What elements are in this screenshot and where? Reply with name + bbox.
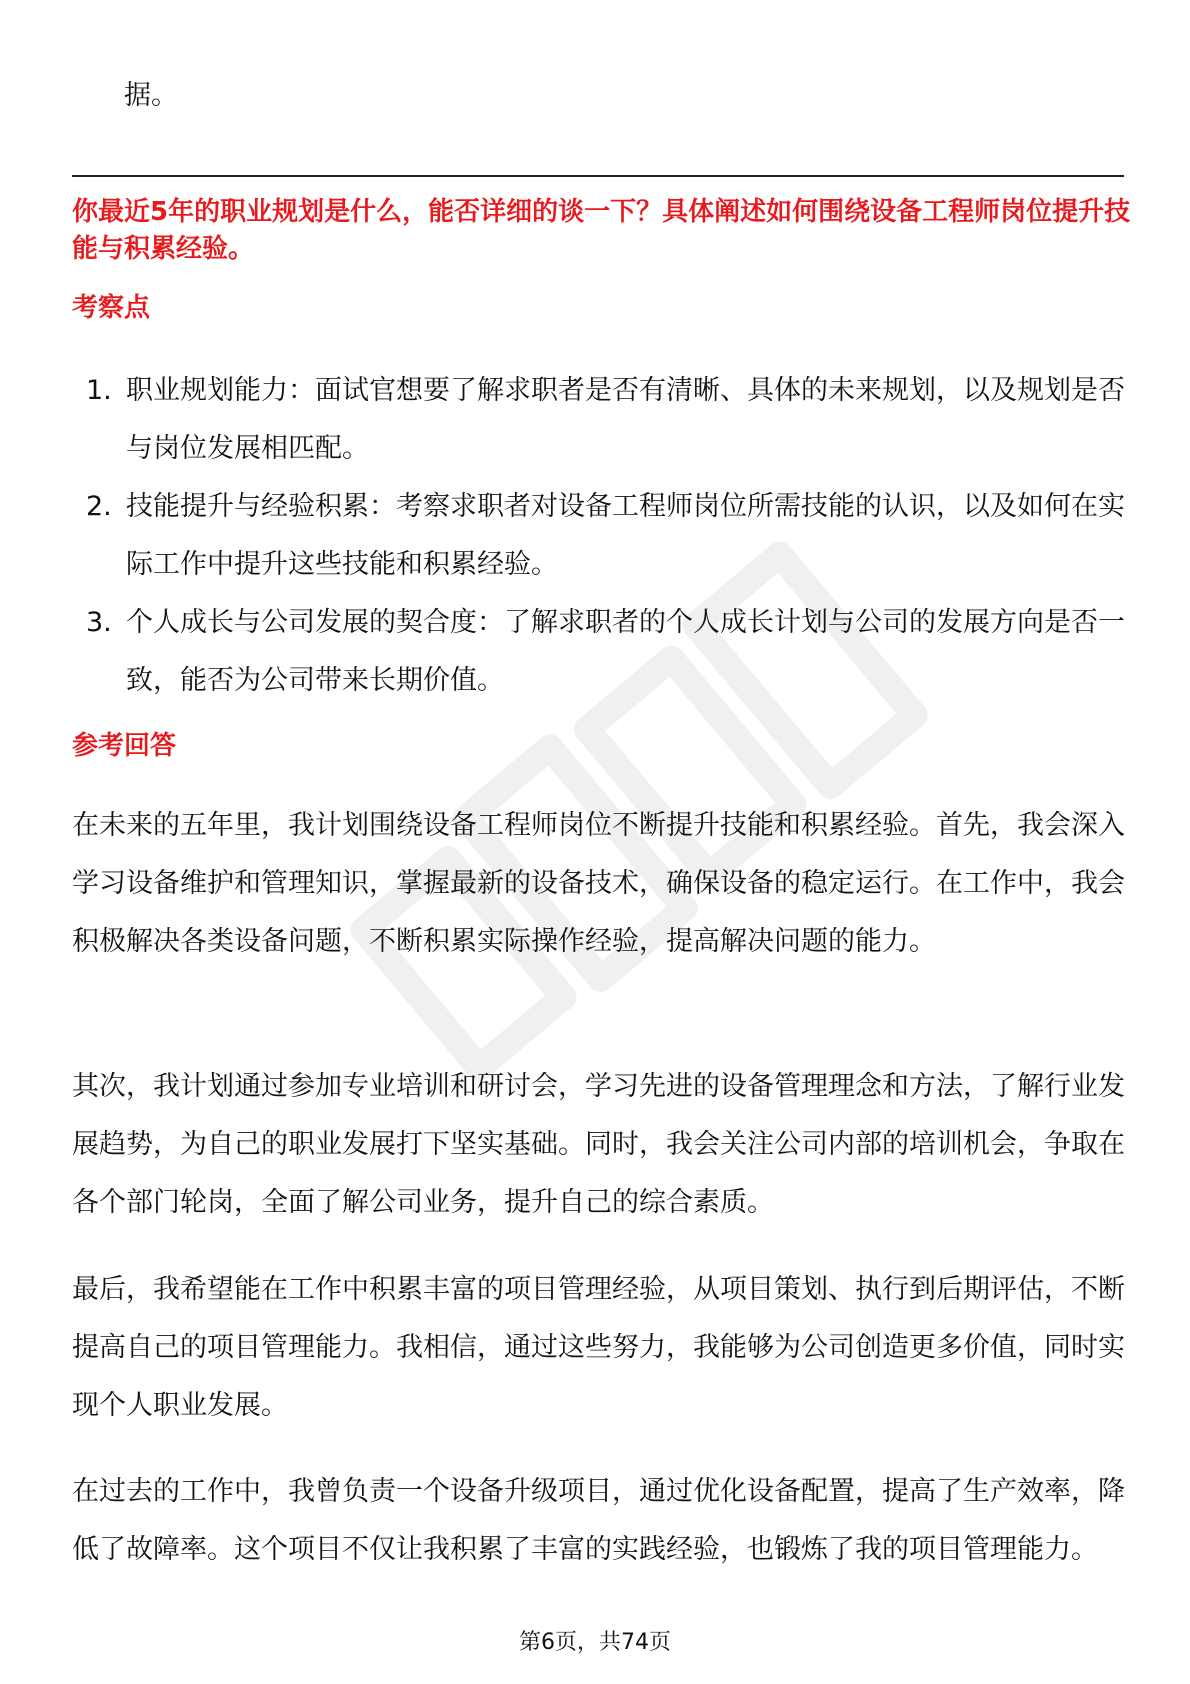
answer-paragraph: 其次，我计划通过参加专业培训和研讨会，学习先进的设备管理理念和方法，了解行业发展趋势，为自己的职业发展打下坚实基础。同时，我会关注公司内部的培训机会，争取在各个部门轮岗，全面了解公司业务，提升自己的综合素质。 [72,1071,1125,1218]
list-item-text: 个人成长与公司发展的契合度：了解求职者的个人成长计划与公司的发展方向是否一致，能否为公司带来长期价值。 [126,607,1125,696]
list-item-number: 3. [86,607,112,638]
section-divider [72,175,1124,177]
list-item-text: 技能提升与经验积累：考察求职者对设备工程师岗位所需技能的认识，以及如何在实际工作中提升这些技能和积累经验。 [126,491,1125,580]
answer-paragraph: 在未来的五年里，我计划围绕设备工程师岗位不断提升技能和积累经验。首先，我会深入学习设备维护和管理知识，掌握最新的设备技术，确保设备的稳定运行。在工作中，我会积极解决各类设备问题，不断积累实际操作经验，提高解决问题的能力。 [72,810,1125,957]
heading-reference-answer: 参考回答 [72,731,177,761]
list-item-number: 1. [86,375,112,406]
carry-over-text: 据。 [124,80,178,111]
list-item [72,594,1132,710]
heading-evaluation-points: 考察点 [72,293,151,323]
interview-question: 你最近5年的职业规划是什么，能否详细的谈一下？具体阐述如何围绕设备工程师岗位提升技能与积累经验。 [72,197,1131,264]
answer-paragraph: 最后，我希望能在工作中积累丰富的项目管理经验，从项目策划、执行到后期评估，不断提高自己的项目管理能力。我相信，通过这些努力，我能够为公司创造更多价值，同时实现个人职业发展。 [72,1274,1125,1421]
page-number-footer: 第6页，共74页 [519,1630,671,1655]
list-item [72,478,1132,594]
list-item-number: 2. [86,491,112,522]
list-item [72,362,1132,478]
answer-paragraph: 在过去的工作中，我曾负责一个设备升级项目，通过优化设备配置，提高了生产效率，降低了故障率。这个项目不仅让我积累了丰富的实践经验，也锻炼了我的项目管理能力。 [72,1476,1125,1565]
evaluation-points-list [72,362,1132,710]
list-item-text: 职业规划能力：面试官想要了解求职者是否有清晰、具体的未来规划，以及规划是否与岗位发展相匹配。 [126,375,1125,464]
